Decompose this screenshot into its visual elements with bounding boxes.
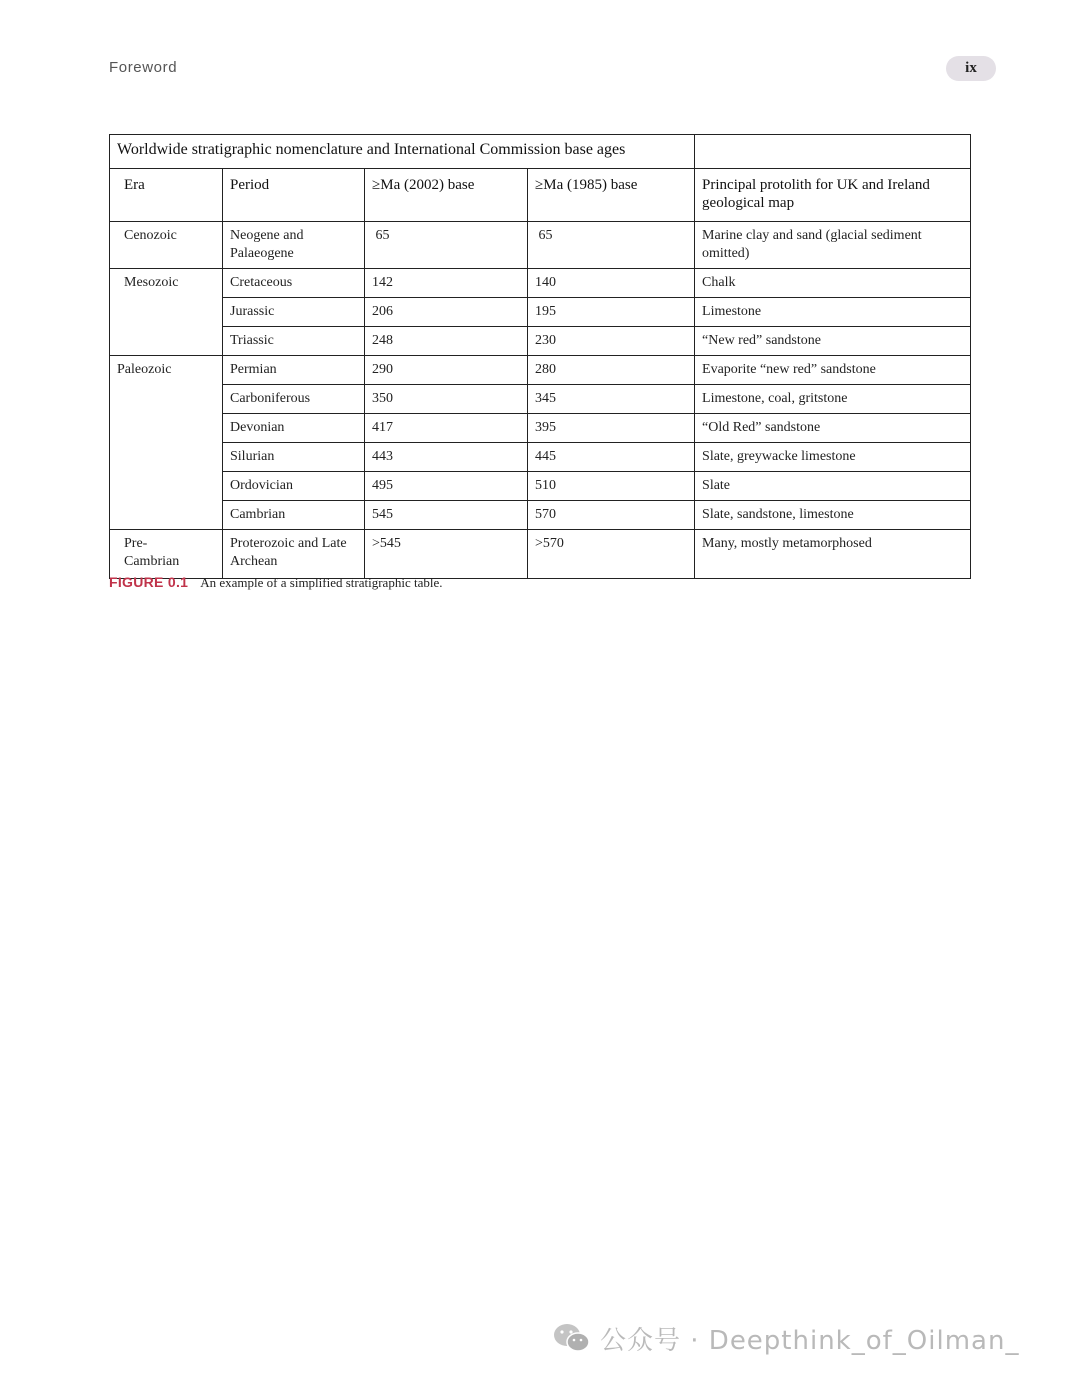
period-cell: Permian — [223, 356, 365, 385]
table-header-row — [110, 169, 971, 222]
watermark — [552, 1318, 1019, 1358]
table-row — [110, 472, 971, 501]
protolith-cell: Chalk — [695, 269, 971, 298]
table-title: Worldwide stratigraphic nomenclature and International Commission base ages — [110, 135, 695, 169]
ma-2002-cell: 417 — [365, 414, 528, 443]
table-row — [110, 356, 971, 385]
period-cell: Neogene and Palaeogene — [223, 222, 365, 269]
table-row — [110, 298, 971, 327]
ma-2002-cell: >545 — [365, 530, 528, 579]
period-cell: Carboniferous — [223, 385, 365, 414]
table-row — [110, 327, 971, 356]
ma-2002-cell: 350 — [365, 385, 528, 414]
period-cell: Devonian — [223, 414, 365, 443]
table-row — [110, 222, 971, 269]
ma-1985-cell: 395 — [528, 414, 695, 443]
ma-1985-cell: 280 — [528, 356, 695, 385]
protolith-cell: “Old Red” sandstone — [695, 414, 971, 443]
ma-2002-cell: 206 — [365, 298, 528, 327]
ma-2002-cell: 495 — [365, 472, 528, 501]
era-cell: Cenozoic — [110, 222, 223, 269]
protolith-cell: Slate — [695, 472, 971, 501]
table-row — [110, 269, 971, 298]
ma-1985-cell: 230 — [528, 327, 695, 356]
table-row — [110, 385, 971, 414]
ma-1985-cell: 140 — [528, 269, 695, 298]
ma-2002-cell: 142 — [365, 269, 528, 298]
period-cell: Jurassic — [223, 298, 365, 327]
column-header-period: Period — [223, 169, 365, 222]
ma-2002-cell: 443 — [365, 443, 528, 472]
protolith-cell: Marine clay and sand (glacial sediment omitted) — [695, 222, 971, 269]
period-cell: Ordovician — [223, 472, 365, 501]
column-header-protolith: Principal protolith for UK and Ireland geological map — [695, 169, 971, 222]
protolith-cell: Slate, sandstone, limestone — [695, 501, 971, 530]
watermark-text: 公众号 · Deepthink_of_Oilman_ — [600, 1325, 1020, 1356]
ma-1985-cell: 570 — [528, 501, 695, 530]
protolith-cell: Evaporite “new red” sandstone — [695, 356, 971, 385]
table-row — [110, 414, 971, 443]
period-cell: Cretaceous — [223, 269, 365, 298]
column-header-ma-1985: ≥Ma (1985) base — [528, 169, 695, 222]
period-cell: Silurian — [223, 443, 365, 472]
ma-1985-cell: 445 — [528, 443, 695, 472]
column-header-ma-2002: ≥Ma (2002) base — [365, 169, 528, 222]
table-title-blank-cell — [695, 135, 971, 169]
column-header-era: Era — [110, 169, 223, 222]
protolith-cell: Limestone — [695, 298, 971, 327]
running-head: Foreword — [109, 59, 178, 76]
figure-caption — [109, 574, 442, 591]
figure-label: FIGURE 0.1 — [109, 574, 189, 590]
era-cell: Mesozoic — [110, 269, 223, 356]
period-cell: Proterozoic and Late Archean — [223, 530, 365, 579]
figure-caption-text: An example of a simplified stratigraphic table. — [200, 575, 443, 590]
ma-2002-cell: 290 — [365, 356, 528, 385]
era-cell: Paleozoic — [110, 356, 223, 530]
table-row — [110, 443, 971, 472]
ma-1985-cell: >570 — [528, 530, 695, 579]
period-cell: Cambrian — [223, 501, 365, 530]
protolith-cell: Many, mostly metamorphosed — [695, 530, 971, 579]
ma-1985-cell: 195 — [528, 298, 695, 327]
ma-1985-cell: 65 — [528, 222, 695, 269]
ma-1985-cell: 510 — [528, 472, 695, 501]
page-number-badge: ix — [946, 56, 996, 81]
protolith-cell: Limestone, coal, gritstone — [695, 385, 971, 414]
ma-2002-cell: 545 — [365, 501, 528, 530]
stratigraphic-table — [109, 134, 971, 579]
protolith-cell: Slate, greywacke limestone — [695, 443, 971, 472]
period-cell: Triassic — [223, 327, 365, 356]
era-cell: Pre- Cambrian — [110, 530, 223, 579]
ma-2002-cell: 248 — [365, 327, 528, 356]
ma-1985-cell: 345 — [528, 385, 695, 414]
table-body — [110, 222, 971, 579]
table-row — [110, 501, 971, 530]
ma-2002-cell: 65 — [365, 222, 528, 269]
wechat-icon — [552, 1322, 592, 1354]
table-row — [110, 530, 971, 579]
protolith-cell: “New red” sandstone — [695, 327, 971, 356]
